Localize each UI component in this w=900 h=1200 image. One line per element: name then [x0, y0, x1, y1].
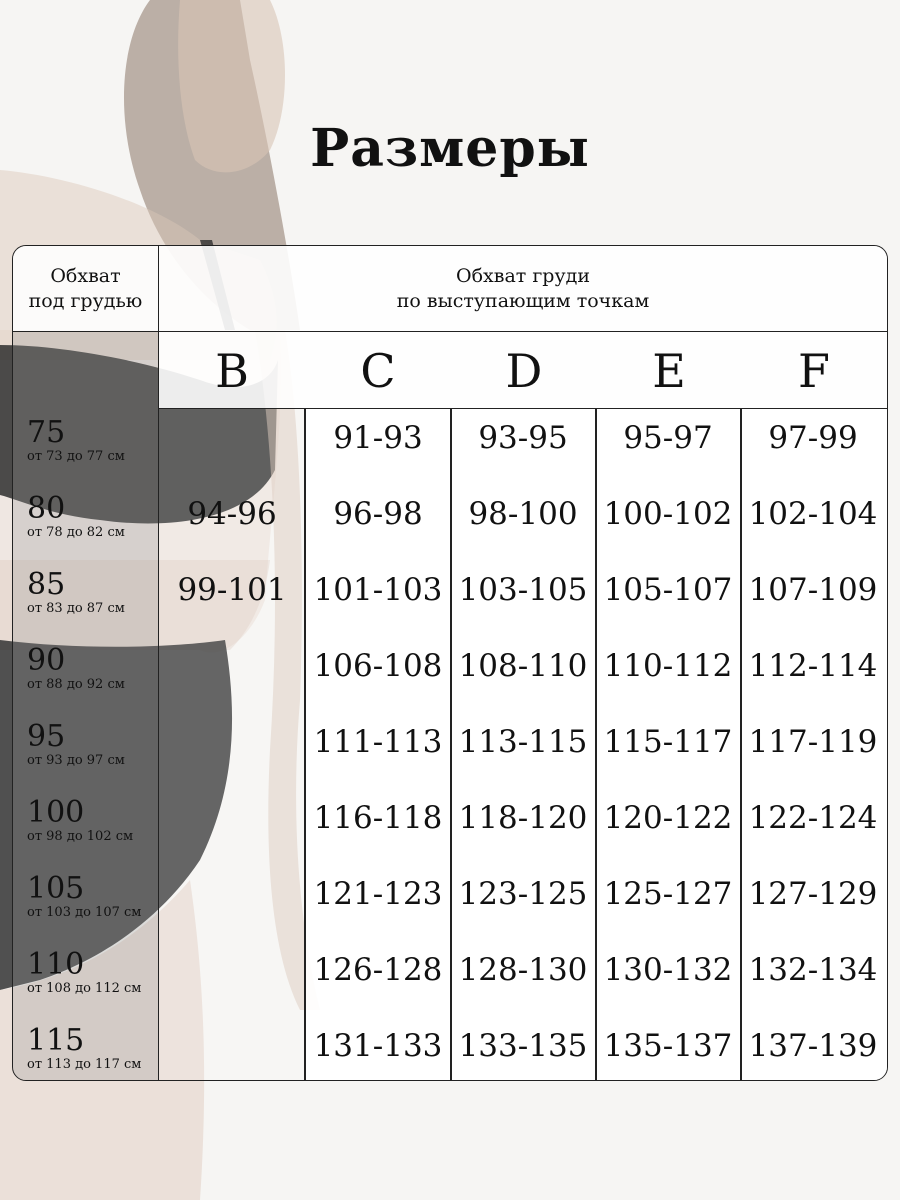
bust-range-cell: 117-119 — [748, 724, 878, 760]
bust-range-cell: 93-95 — [478, 420, 568, 456]
bust-range-cell: 96-98 — [333, 496, 423, 532]
bust-range-cell: 98-100 — [468, 496, 578, 532]
band-size-value: 95 — [27, 719, 66, 754]
bust-range-cell: 99-101 — [177, 572, 287, 608]
bust-range-cell: 105-107 — [603, 572, 733, 608]
bust-range-cell: 108-110 — [458, 648, 588, 684]
bust-range-cell: 125-127 — [603, 876, 733, 912]
bust-range-cell: 94-96 — [187, 496, 277, 532]
bust-range-cell: 118-120 — [458, 800, 588, 836]
bust-range-cell: 112-114 — [748, 648, 878, 684]
band-size-90 — [27, 643, 157, 693]
band-size-95 — [27, 719, 157, 769]
band-size-value: 85 — [27, 567, 66, 602]
band-size-range: от 103 до 107 см — [27, 905, 142, 920]
band-size-85 — [27, 567, 157, 617]
size-chart-table — [12, 245, 888, 1081]
band-size-value: 75 — [27, 415, 66, 450]
bust-range-cell: 130-132 — [603, 952, 733, 988]
band-size-range: от 73 до 77 см — [27, 449, 125, 464]
band-size-value: 115 — [27, 1023, 85, 1058]
bust-range-cell: 115-117 — [603, 724, 733, 760]
bust-range-cell: 122-124 — [748, 800, 878, 836]
cup-label-e: E — [652, 343, 686, 398]
band-size-value: 80 — [27, 491, 66, 526]
band-header: Обхват под грудью — [13, 246, 159, 332]
band-size-100 — [27, 795, 157, 845]
bust-range-cell: 107-109 — [748, 572, 878, 608]
bust-range-cell: 133-135 — [458, 1028, 588, 1064]
cup-label-f: F — [798, 343, 830, 398]
bust-range-cell: 123-125 — [458, 876, 588, 912]
band-size-range: от 108 до 112 см — [27, 981, 142, 996]
page-title: Размеры — [310, 118, 590, 179]
bust-range-cell: 116-118 — [313, 800, 443, 836]
bust-range-cell: 128-130 — [458, 952, 588, 988]
bust-range-cell: 102-104 — [748, 496, 878, 532]
cup-label-b: B — [215, 343, 249, 398]
bust-range-cell: 121-123 — [313, 876, 443, 912]
bust-range-cell: 135-137 — [603, 1028, 733, 1064]
band-size-75 — [27, 415, 157, 465]
band-size-115 — [27, 1023, 157, 1073]
band-size-80 — [27, 491, 157, 541]
bust-header: Обхват груди по выступающим точкам — [159, 246, 887, 332]
cup-label-d: D — [505, 343, 543, 398]
band-size-range: от 83 до 87 см — [27, 601, 125, 616]
cup-header-row — [159, 332, 887, 409]
bust-range-cell: 113-115 — [458, 724, 588, 760]
bust-range-cell: 132-134 — [748, 952, 878, 988]
bust-range-cell: 100-102 — [603, 496, 733, 532]
bust-range-cell: 131-133 — [313, 1028, 443, 1064]
bust-range-cell: 95-97 — [623, 420, 713, 456]
band-size-110 — [27, 947, 157, 997]
bust-range-cell: 126-128 — [313, 952, 443, 988]
bust-range-cell: 137-139 — [748, 1028, 878, 1064]
band-size-range: от 78 до 82 см — [27, 525, 125, 540]
bust-range-cell: 101-103 — [313, 572, 443, 608]
band-size-range: от 113 до 117 см — [27, 1057, 142, 1072]
bust-range-cell: 110-112 — [603, 648, 733, 684]
cup-label-c: C — [360, 343, 396, 398]
bust-range-cell: 97-99 — [768, 420, 858, 456]
bust-range-cell: 127-129 — [748, 876, 878, 912]
band-size-value: 105 — [27, 871, 85, 906]
band-size-value: 110 — [27, 947, 85, 982]
bust-range-cell: 103-105 — [458, 572, 588, 608]
bust-range-cell: 120-122 — [603, 800, 733, 836]
bust-range-cell: 111-113 — [313, 724, 443, 760]
band-size-range: от 88 до 92 см — [27, 677, 125, 692]
bust-range-cell: 91-93 — [333, 420, 423, 456]
band-size-range: от 98 до 102 см — [27, 829, 134, 844]
band-size-value: 90 — [27, 643, 66, 678]
band-size-105 — [27, 871, 157, 921]
band-size-value: 100 — [27, 795, 85, 830]
bust-range-cell: 106-108 — [313, 648, 443, 684]
band-size-range: от 93 до 97 см — [27, 753, 125, 768]
